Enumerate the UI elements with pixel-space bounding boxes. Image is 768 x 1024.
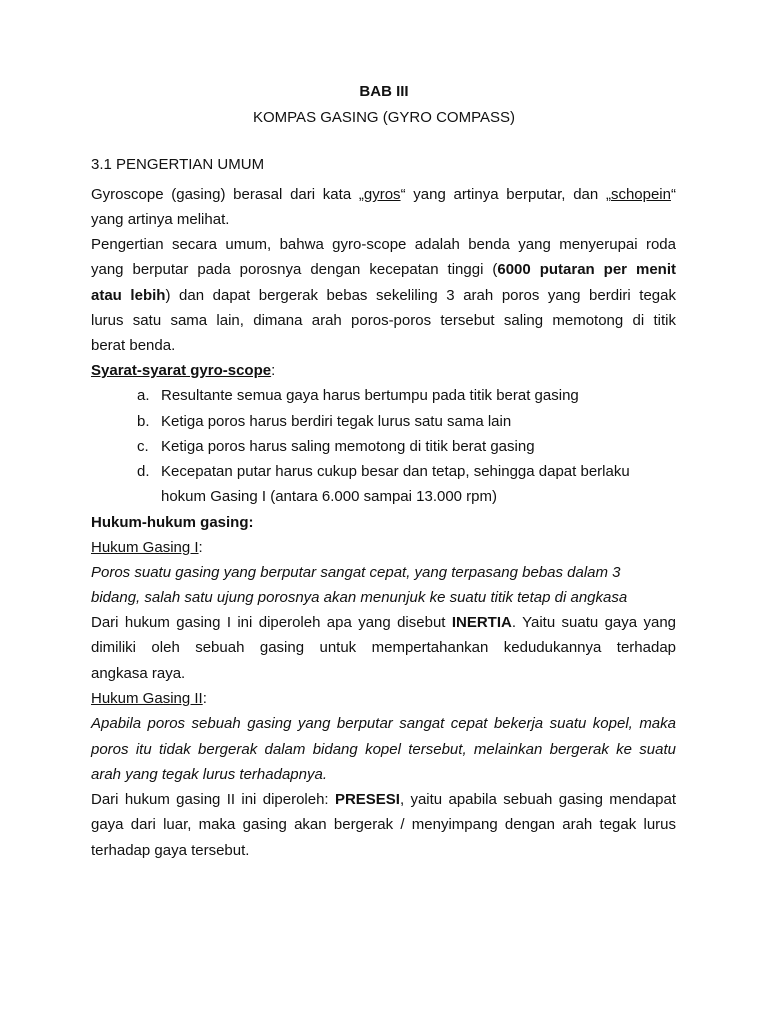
law-2-text: poros itu tidak bergerak dalam bidang kopel tersebut, melainkan bergerak ke suatu: [91, 741, 676, 758]
hukum-heading: Hukum-hukum gasing:: [91, 514, 254, 531]
law-2-explanation: gaya dari luar, maka gasing akan bergerak / menyimpang dengan arah tegak lurus: [91, 816, 676, 833]
intro-line: yang artinya melihat.: [91, 211, 230, 228]
list-text-continued: hokum Gasing I (antara 6.000 sampai 13.000 rpm): [161, 488, 498, 505]
list-text: Kecepatan putar harus cukup besar dan tetap, sehingga dapat berlaku: [161, 463, 630, 480]
law-2-text: Apabila poros sebuah gasing yang berputar sangat cepat bekerja suatu kopel, maka: [91, 715, 676, 732]
intro-line: atau lebih) dan dapat bergerak bebas sekeliling 3 arah poros yang berdiri tegak: [91, 287, 676, 304]
intro-line: Gyroscope (gasing) berasal dari kata „gyros“ yang artinya berputar, dan „schopein“: [91, 186, 676, 203]
term-gyros: gyros: [363, 186, 401, 203]
hukum-gasing-1-label: Hukum Gasing I:: [91, 539, 203, 556]
list-text: Ketiga poros harus saling memotong di titik berat gasing: [161, 438, 535, 455]
list-marker: b.: [137, 413, 150, 430]
list-text: Resultante semua gaya harus bertumpu pada titik berat gasing: [161, 387, 579, 404]
law-2-text: arah yang tegak lurus terhadapnya.: [91, 766, 327, 783]
hukum-gasing-2-label: Hukum Gasing II:: [91, 690, 207, 707]
list-marker: d.: [137, 463, 150, 480]
law-1-explanation: dimiliki oleh sebuah gasing untuk mempertahankan kedudukannya terhadap: [91, 639, 676, 656]
law-2-explanation: terhadap gaya tersebut.: [91, 842, 250, 859]
intro-line: berat benda.: [91, 337, 176, 354]
intro-line: lurus satu sama lain, dimana arah poros-poros tersebut saling memotong di titik: [91, 312, 676, 329]
chapter-title: KOMPAS GASING (GYRO COMPASS): [253, 109, 515, 126]
law-1-explanation: Dari hukum gasing I ini diperoleh apa yang disebut INERTIA. Yaitu suatu gaya yang: [91, 614, 677, 631]
term-schopein: schopein: [610, 186, 671, 203]
law-1-text: bidang, salah satu ujung porosnya akan menunjuk ke suatu titik tetap di angkasa: [91, 589, 628, 606]
law-1-explanation: angkasa raya.: [91, 665, 186, 682]
syarat-heading: Syarat-syarat gyro-scope:: [91, 362, 276, 379]
list-marker: a.: [137, 387, 150, 404]
section-heading: 3.1 PENGERTIAN UMUM: [91, 156, 265, 173]
list-text: Ketiga poros harus berdiri tegak lurus satu sama lain: [161, 413, 512, 430]
law-1-text: Poros suatu gasing yang berputar sangat cepat, yang terpasang bebas dalam 3: [91, 564, 621, 581]
law-2-explanation: Dari hukum gasing II ini diperoleh: PRESESI, yaitu apabila sebuah gasing mendapat: [91, 791, 676, 808]
list-marker: c.: [137, 438, 149, 455]
intro-line: yang berputar pada porosnya dengan kecepatan tinggi (6000 putaran per menit: [91, 261, 676, 278]
intro-line: Pengertian secara umum, bahwa gyro-scope adalah benda yang menyerupai roda: [91, 236, 676, 253]
chapter-number: BAB III: [359, 83, 409, 100]
